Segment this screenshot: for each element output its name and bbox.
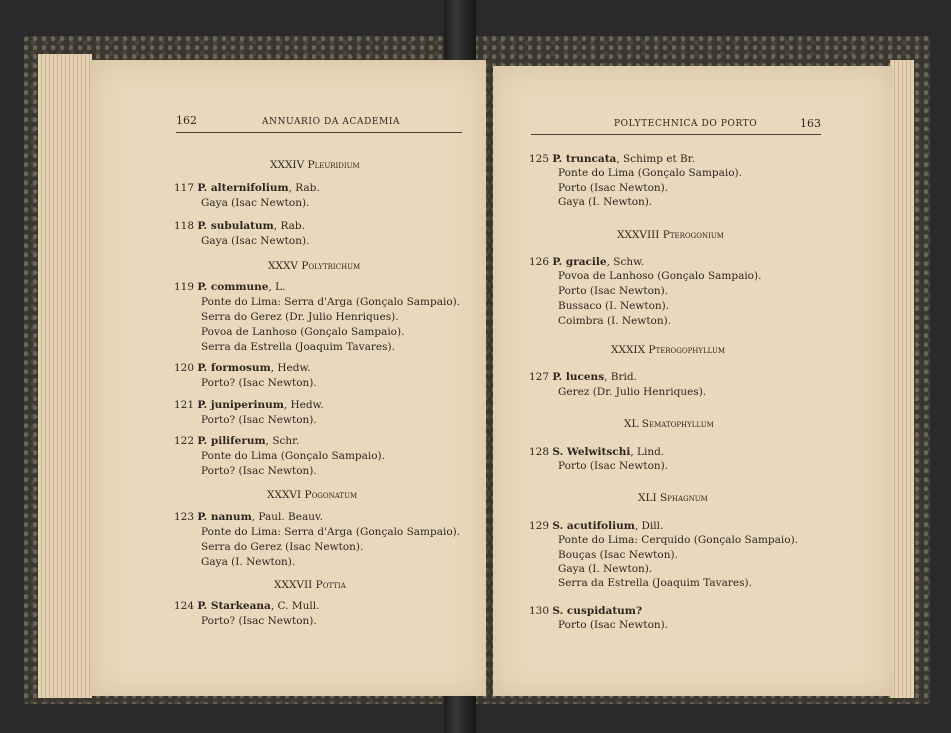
locality: Porto? (Isac Newton). (201, 615, 317, 627)
entry-130: 130 S. cuspidatum? (529, 605, 643, 617)
locality: Gaya (I. Newton). (201, 556, 296, 568)
page-number: 163 (800, 117, 821, 130)
entry-119: 119 P. commune, L. (174, 281, 286, 293)
entry-117: 117 P. alternifolium, Rab. (174, 182, 320, 194)
section-heading: XL Sematophyllum (624, 418, 714, 430)
page-edges-right (890, 60, 914, 698)
locality: Ponte do Lima (Gonçalo Sampaio). (201, 450, 385, 462)
locality: Serra do Gerez (Dr. Julio Henriques). (201, 311, 399, 323)
left-page (90, 60, 486, 696)
locality: Porto? (Isac Newton). (201, 465, 317, 477)
entry-127: 127 P. lucens, Brid. (529, 371, 637, 383)
section-heading: XXXV Polytrichum (268, 260, 361, 272)
locality: Serra da Estrella (Joaquim Tavares). (558, 577, 752, 589)
entry-122: 122 P. piliferum, Schr. (174, 435, 300, 447)
locality: Gaya (Isac Newton). (201, 235, 310, 247)
locality: Porto (Isac Newton). (558, 460, 669, 472)
locality: Coimbra (I. Newton). (558, 315, 672, 327)
locality: Povoa de Lanhoso (Gonçalo Sampaio). (201, 326, 405, 338)
locality: Ponte do Lima: Serra d'Arga (Gonçalo Sampaio). (201, 296, 461, 308)
header-rule (531, 134, 821, 135)
locality: Porto (Isac Newton). (558, 182, 669, 194)
entry-118: 118 P. subulatum, Rab. (174, 220, 305, 232)
running-head: ANNUARIO DA ACADEMIA (262, 117, 401, 127)
section-heading: XXXIX Pterogophyllum (611, 344, 726, 356)
locality: Gaya (I. Newton). (558, 563, 653, 575)
section-heading: XXXVI Pogonatum (267, 489, 358, 501)
right-page (493, 66, 893, 696)
entry-123: 123 P. nanum, Paul. Beauv. (174, 511, 323, 523)
entry-121: 121 P. juniperinum, Hedw. (174, 399, 324, 411)
section-heading: XXXVII Pottia (274, 579, 346, 591)
section-heading: XLI Sphagnum (638, 492, 708, 504)
locality: Porto? (Isac Newton). (201, 377, 317, 389)
entry-129: 129 S. acutifolium, Dill. (529, 520, 664, 532)
locality: Ponte do Lima: Serra d'Arga (Gonçalo Sampaio). (201, 526, 461, 538)
locality: Ponte do Lima (Gonçalo Sampaio). (558, 167, 742, 179)
locality: Serra da Estrella (Joaquim Tavares). (201, 341, 395, 353)
section-heading: XXXVIII Pterogonium (617, 229, 724, 241)
locality: Gaya (Isac Newton). (201, 197, 310, 209)
locality: Povoa de Lanhoso (Gonçalo Sampaio). (558, 270, 762, 282)
locality: Porto? (Isac Newton). (201, 414, 317, 426)
page-edges-left (38, 54, 92, 698)
entry-120: 120 P. formosum, Hedw. (174, 362, 311, 374)
locality: Gaya (I. Newton). (558, 196, 653, 208)
locality: Serra do Gerez (Isac Newton). (201, 541, 364, 553)
locality: Gerez (Dr. Julio Henriques). (558, 386, 707, 398)
section-heading: XXXIV Pleuridium (270, 159, 360, 171)
entry-125: 125 P. truncata, Schimp et Br. (529, 153, 695, 165)
locality: Porto (Isac Newton). (558, 285, 669, 297)
locality: Porto (Isac Newton). (558, 619, 669, 631)
entry-124: 124 P. Starkeana, C. Mull. (174, 600, 320, 612)
entry-126: 126 P. gracile, Schw. (529, 256, 645, 268)
running-head: POLYTECHNICA DO PORTO (614, 119, 758, 129)
locality: Ponte do Lima: Cerquido (Gonçalo Sampaio). (558, 534, 799, 546)
locality: Bouças (Isac Newton). (558, 549, 678, 561)
entry-128: 128 S. Welwitschi, Lind. (529, 446, 665, 458)
locality: Bussaco (I. Newton). (558, 300, 670, 312)
page-number: 162 (176, 114, 197, 127)
header-rule (176, 132, 462, 133)
